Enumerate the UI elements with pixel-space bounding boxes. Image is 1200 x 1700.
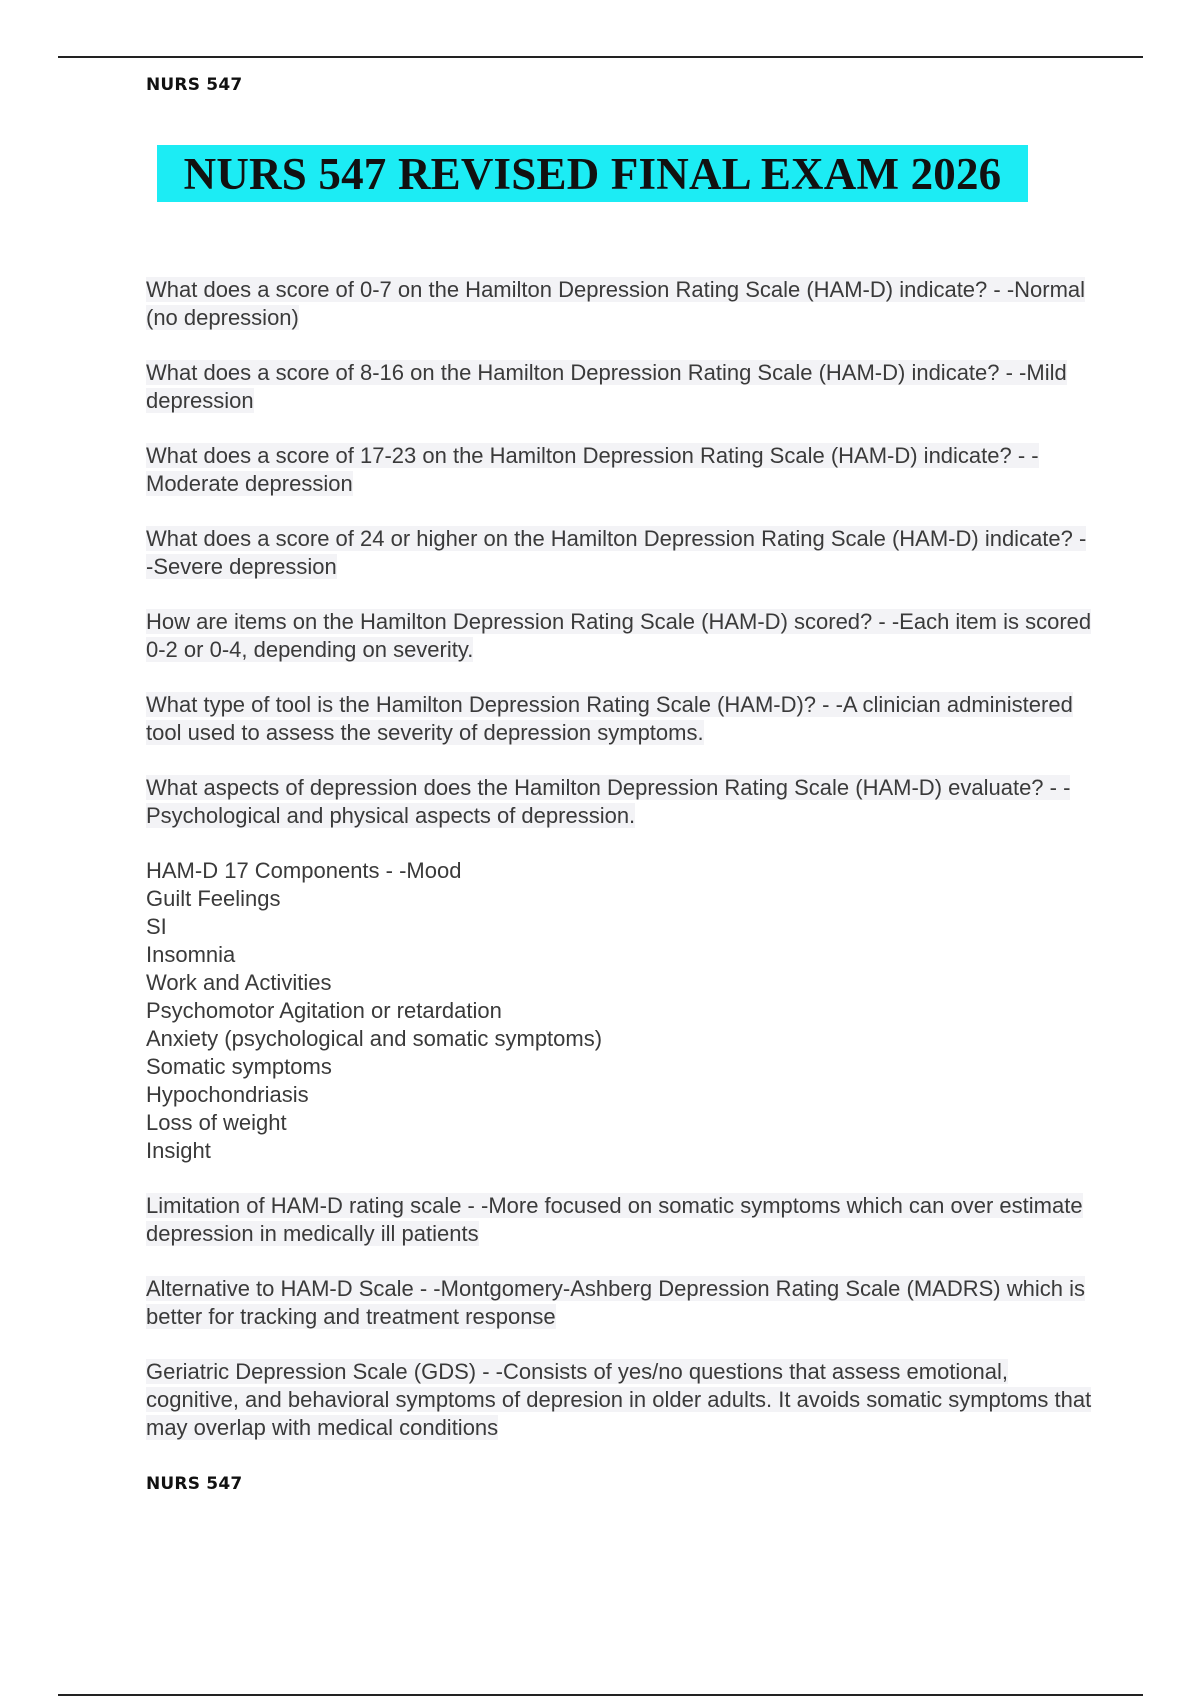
component-item: Somatic symptoms: [146, 1054, 332, 1079]
top-rule: [58, 56, 1143, 58]
component-item: Loss of weight: [146, 1110, 287, 1135]
qa-item: How are items on the Hamilton Depression Rating Scale (HAM-D) scored? - -Each item is scored 0-2 or 0-4, depending on severity.: [146, 609, 1092, 662]
component-item: Anxiety (psychological and somatic symptoms): [146, 1026, 603, 1051]
qa-item: What does a score of 17-23 on the Hamilton Depression Rating Scale (HAM-D) indicate? - -Moderate depression: [146, 443, 1039, 496]
qa-item: Alternative to HAM-D Scale - -Montgomery-Ashberg Depression Rating Scale (MADRS) which is better for tracking and treatment response: [146, 1276, 1085, 1329]
component-item: Psychomotor Agitation or retardation: [146, 998, 502, 1023]
qa-item: What does a score of 0-7 on the Hamilton Depression Rating Scale (HAM-D) indicate? - -Normal (no depression): [146, 277, 1086, 330]
ham-d-components-list: [146, 857, 1096, 1165]
document-title: NURS 547 REVISED FINAL EXAM 2026: [183, 148, 1002, 199]
qa-item: What aspects of depression does the Hamilton Depression Rating Scale (HAM-D) evaluate? - -Psychological and physical aspects of depression.: [146, 775, 1071, 828]
qa-item: What does a score of 8-16 on the Hamilton Depression Rating Scale (HAM-D) indicate? - -Mild depression: [146, 360, 1067, 413]
components-heading: HAM-D 17 Components - -Mood: [146, 858, 462, 883]
component-item: Insight: [146, 1138, 211, 1163]
component-item: Work and Activities: [146, 970, 332, 995]
component-item: SI: [146, 914, 167, 939]
qa-item: Limitation of HAM-D rating scale - -More focused on somatic symptoms which can over estimate depression in medically ill patients: [146, 1193, 1083, 1246]
page-header: NURS 547: [146, 75, 243, 95]
qa-item: What type of tool is the Hamilton Depression Rating Scale (HAM-D)? - -A clinician administered tool used to assess the severity of depression symptoms.: [146, 692, 1073, 745]
qa-item: What does a score of 24 or higher on the Hamilton Depression Rating Scale (HAM-D) indicate? - -Severe depression: [146, 526, 1087, 579]
component-item: Hypochondriasis: [146, 1082, 309, 1107]
title-highlight: [157, 145, 1028, 202]
component-item: Guilt Feelings: [146, 886, 281, 911]
component-item: Insomnia: [146, 942, 236, 967]
qa-item: Geriatric Depression Scale (GDS) - -Consists of yes/no questions that assess emotional, cognitive, and behavioral symptoms of depresion in older adults. It avoids somatic symptoms that may overlap with medical conditions: [146, 1359, 1092, 1440]
page-footer: NURS 547: [146, 1474, 243, 1494]
bottom-rule: [58, 1694, 1143, 1696]
document-body: [146, 276, 1096, 1469]
